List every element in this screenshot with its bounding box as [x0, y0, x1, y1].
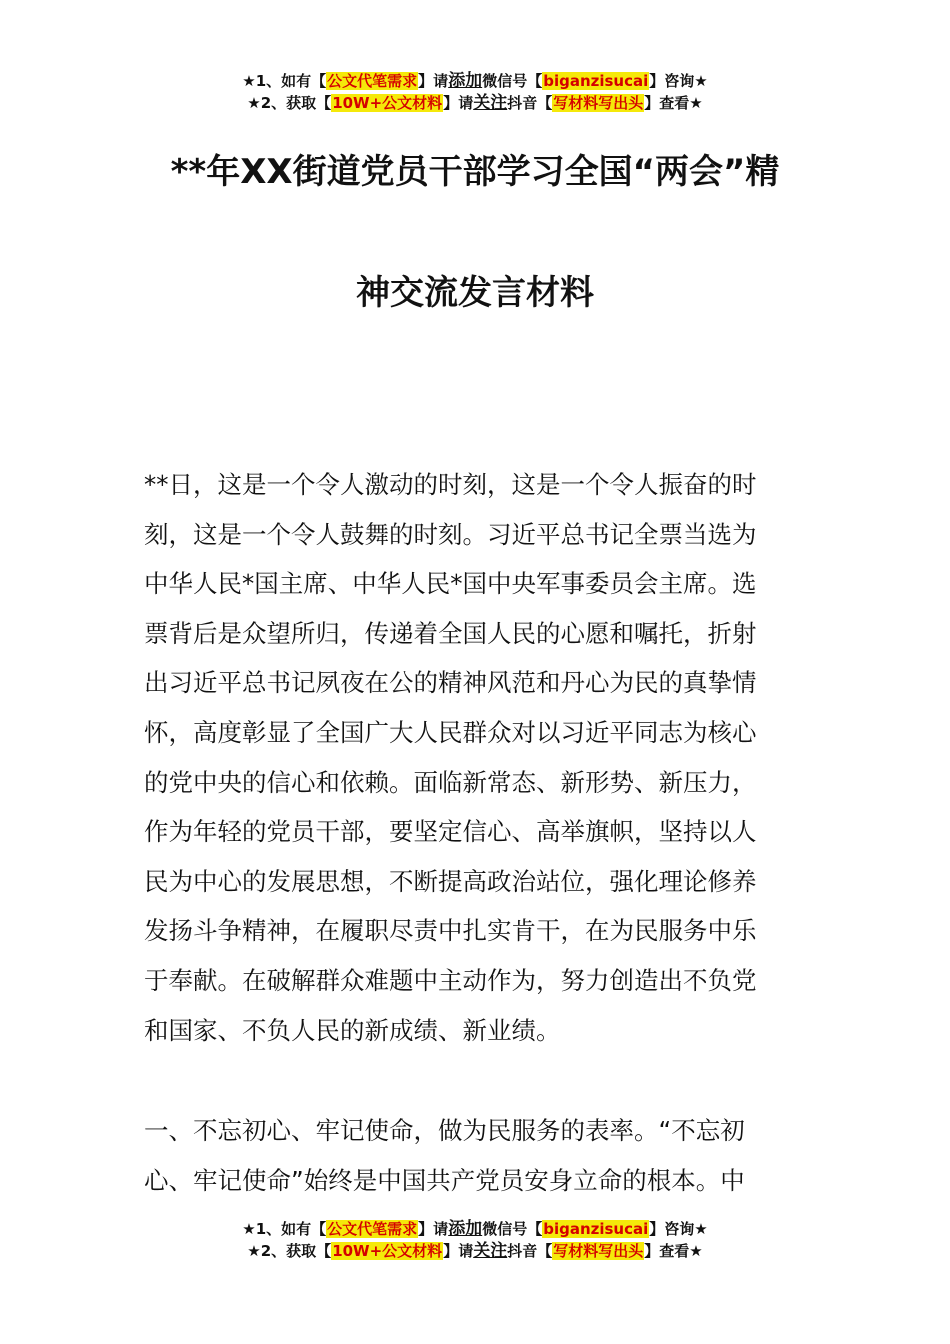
banner-wechat-id: biganzisucai	[543, 1220, 649, 1238]
banner-emphasis: 添加	[448, 71, 483, 91]
banner-text: 】咨询★	[649, 1220, 708, 1238]
banner-text: ★1、如有【	[242, 72, 327, 90]
banner-text: 】查看★	[644, 1242, 703, 1260]
paragraph-line: 怀，高度彰显了全国广大人民群众对以习近平同志为核心	[144, 717, 757, 747]
banner-wechat-id: biganzisucai	[543, 72, 649, 90]
banner-text: 】请	[443, 94, 474, 112]
banner-douyin-id: 写材料写出头	[553, 1242, 644, 1260]
banner-highlight: 公文代笔需求	[327, 1220, 418, 1238]
paragraph-line: 心、牢记使命”始终是中国共产党员安身立命的根本。中	[144, 1165, 745, 1195]
banner-text: 】请	[418, 1220, 449, 1238]
banner-text: 微信号【	[482, 72, 543, 90]
banner-emphasis: 添加	[448, 1219, 483, 1239]
banner-line-2	[0, 92, 950, 114]
paragraph-line: 于奉献。在破解群众难题中主动作为，努力创造出不负党	[144, 965, 757, 995]
body-paragraph-2	[144, 1106, 808, 1205]
banner-text: 】请	[418, 72, 449, 90]
banner-text: ★1、如有【	[242, 1220, 327, 1238]
banner-emphasis: 关注	[473, 93, 508, 113]
paragraph-line: 发扬斗争精神，在履职尽责中扎实肯干，在为民服务中乐	[144, 916, 757, 946]
banner-emphasis: 关注	[473, 1241, 508, 1261]
banner-line-1	[0, 1218, 950, 1240]
paragraph-line: 刻，这是一个令人鼓舞的时刻。习近平总书记全票当选为	[144, 519, 757, 549]
document-title-line-1: **年XX街道党员干部学习全国“两会”精	[170, 152, 780, 192]
banner-line-1	[0, 70, 950, 92]
header-banner	[0, 70, 950, 114]
banner-text: 】查看★	[644, 94, 703, 112]
paragraph-line: 和国家、不负人民的新成绩、新业绩。	[144, 1015, 561, 1045]
banner-text: 抖音【	[507, 1242, 553, 1260]
paragraph-line: 票背后是众望所归，传递着全国人民的心愿和嘱托，折射	[144, 618, 757, 648]
banner-text: ★2、获取【	[247, 1242, 332, 1260]
banner-douyin-id: 写材料写出头	[553, 94, 644, 112]
banner-text: ★2、获取【	[247, 94, 332, 112]
banner-text: 微信号【	[482, 1220, 543, 1238]
banner-line-2	[0, 1240, 950, 1262]
banner-highlight: 10W+公文材料	[332, 94, 443, 112]
paragraph-line: 一、不忘初心、牢记使命，做为民服务的表率。“不忘初	[144, 1116, 745, 1145]
paragraph-line: 民为中心的发展思想，不断提高政治站位，强化理论修养	[144, 866, 757, 896]
banner-highlight: 公文代笔需求	[327, 72, 418, 90]
paragraph-line: 的党中央的信心和依赖。面临新常态、新形势、新压力，	[144, 767, 757, 797]
banner-text: 】请	[443, 1242, 474, 1260]
banner-highlight: 10W+公文材料	[332, 1242, 443, 1260]
paragraph-line: **日，这是一个令人激动的时刻，这是一个令人振奋的时	[144, 470, 757, 499]
paragraph-line: 中华人民*国主席、中华人民*国中央军事委员会主席。选	[144, 569, 757, 599]
banner-text: 】咨询★	[649, 72, 708, 90]
paragraph-line: 出习近平总书记夙夜在公的精神风范和丹心为民的真挚情	[144, 668, 757, 698]
body-paragraph-1	[144, 460, 808, 1055]
paragraph-line: 作为年轻的党员干部，要坚定信心、高举旗帜，坚持以人	[144, 817, 757, 847]
banner-text: 抖音【	[507, 94, 553, 112]
footer-banner	[0, 1218, 950, 1262]
document-title-line-2: 神交流发言材料	[356, 273, 594, 313]
